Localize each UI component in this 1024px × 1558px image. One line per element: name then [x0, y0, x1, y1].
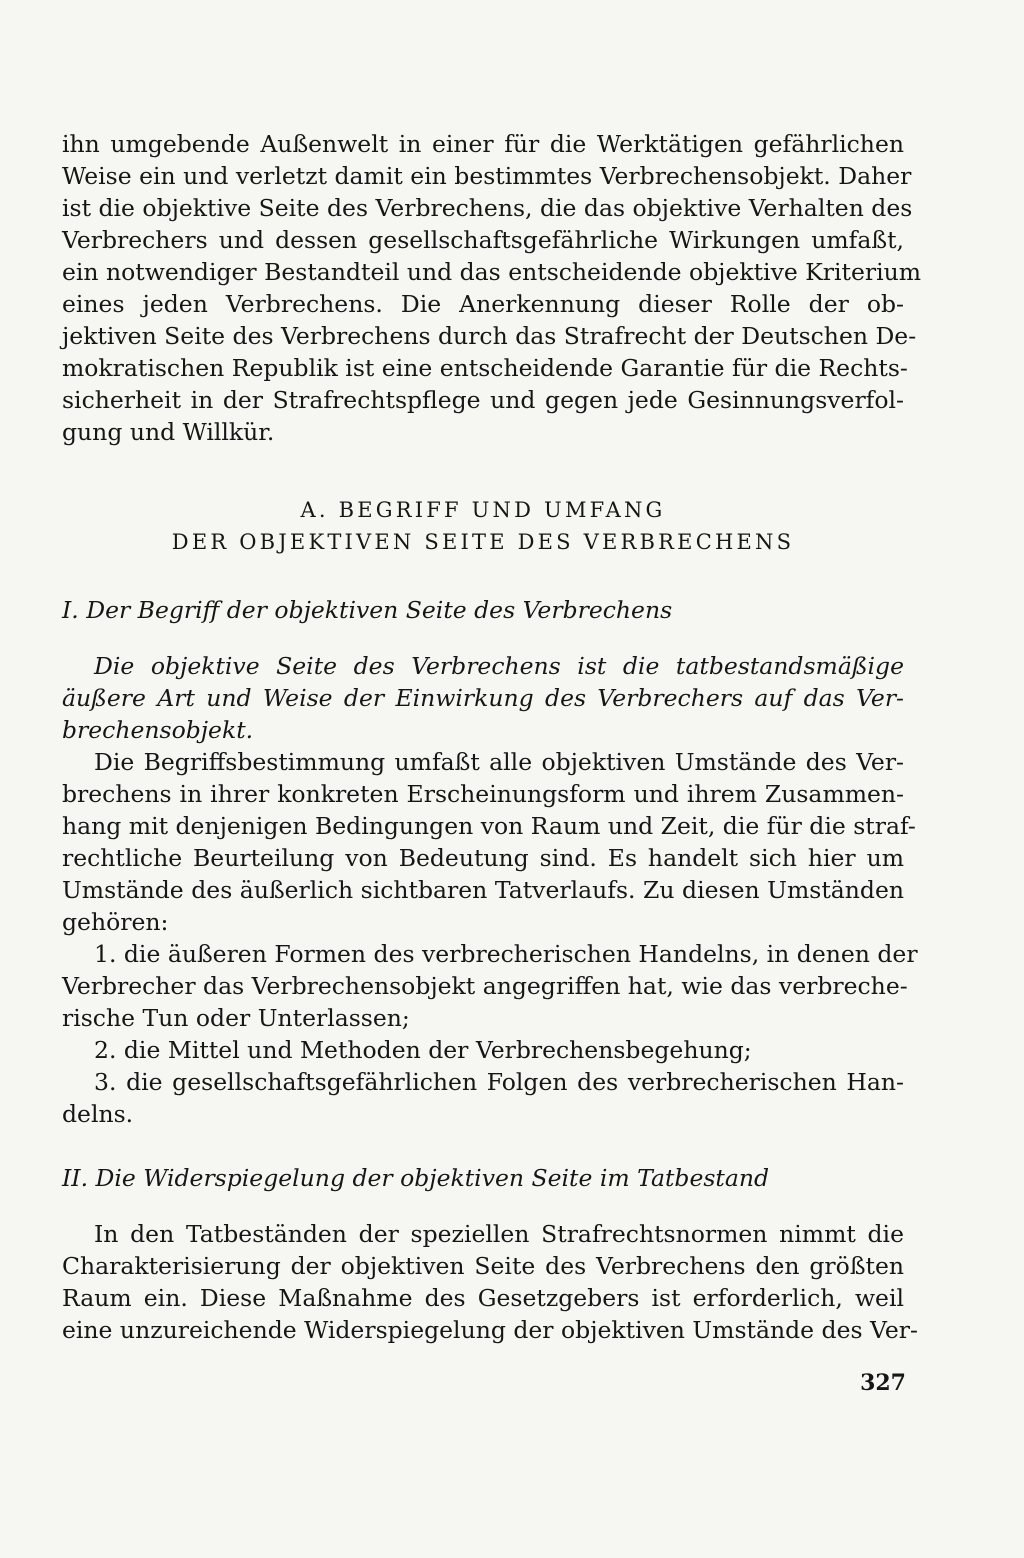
text-line: eines jeden Verbrechens. Die Anerkennung dieser Rolle der ob- — [62, 290, 904, 318]
definition-line: brechensobjekt. — [62, 716, 254, 744]
text-line: gehören: — [62, 908, 169, 936]
text-line: sicherheit in der Strafrechtspflege und gegen jede Gesinnungsverfol- — [62, 386, 904, 414]
text-line: ein notwendiger Bestandteil und das entscheidende objektive Kriterium — [62, 258, 922, 286]
subheading: I. Der Begriff der objektiven Seite des Verbrechens — [62, 596, 673, 624]
section-heading: A. BEGRIFF UND UMFANG — [300, 498, 666, 522]
text-line: Verbrechers und dessen gesellschaftsgefährliche Wirkungen umfaßt, — [62, 226, 904, 254]
text-line: gung und Willkür. — [62, 418, 275, 446]
text-line: brechens in ihrer konkreten Erscheinungsform und ihrem Zusammen- — [62, 780, 904, 808]
text-line: Die Begriffsbestimmung umfaßt alle objektiven Umstände des Ver- — [94, 748, 904, 776]
list-item: 2. die Mittel und Methoden der Verbrechensbegehung; — [94, 1036, 752, 1064]
text-line: delns. — [62, 1100, 134, 1128]
text-line: rechtliche Beurteilung von Bedeutung sind. Es handelt sich hier um — [62, 844, 904, 872]
subheading: II. Die Widerspiegelung der objektiven Seite im Tatbestand — [62, 1164, 770, 1192]
text-line: In den Tatbeständen der speziellen Strafrechtsnormen nimmt die — [94, 1220, 904, 1248]
text-line: eine unzureichende Widerspiegelung der objektiven Umstände des Ver- — [62, 1316, 918, 1344]
list-item: 1. die äußeren Formen des verbrecherischen Handelns, in denen der — [94, 940, 918, 968]
text-line: rische Tun oder Unterlassen; — [62, 1004, 410, 1032]
text-line: ihn umgebende Außenwelt in einer für die Werktätigen gefährlichen — [62, 130, 904, 158]
text-line: mokratischen Republik ist eine entscheidende Garantie für die Rechts- — [62, 354, 908, 382]
definition-line: äußere Art und Weise der Einwirkung des Verbrechers auf das Ver- — [62, 684, 904, 712]
text-line: ist die objektive Seite des Verbrechens, die das objektive Verhalten des — [62, 194, 913, 222]
list-item: 3. die gesellschaftsgefährlichen Folgen des verbrecherischen Han- — [94, 1068, 904, 1096]
definition-line: Die objektive Seite des Verbrechens ist die tatbestandsmäßige — [94, 652, 904, 680]
text-line: hang mit denjenigen Bedingungen von Raum und Zeit, die für die straf- — [62, 812, 916, 840]
text-line: Umstände des äußerlich sichtbaren Tatverlaufs. Zu diesen Umständen — [62, 876, 904, 904]
text-line: Raum ein. Diese Maßnahme des Gesetzgebers ist erforderlich, weil — [62, 1284, 904, 1312]
text-line: Verbrecher das Verbrechensobjekt angegriffen hat, wie das verbreche- — [62, 972, 908, 1000]
section-heading: DER OBJEKTIVEN SEITE DES VERBRECHENS — [171, 530, 795, 554]
text-line: jektiven Seite des Verbrechens durch das Strafrecht der Deutschen De- — [62, 322, 917, 350]
text-line: Weise ein und verletzt damit ein bestimmtes Verbrechensobjekt. Daher — [62, 162, 912, 190]
text-line: Charakterisierung der objektiven Seite des Verbrechens den größten — [62, 1252, 904, 1280]
page-number: 327 — [860, 1370, 906, 1396]
